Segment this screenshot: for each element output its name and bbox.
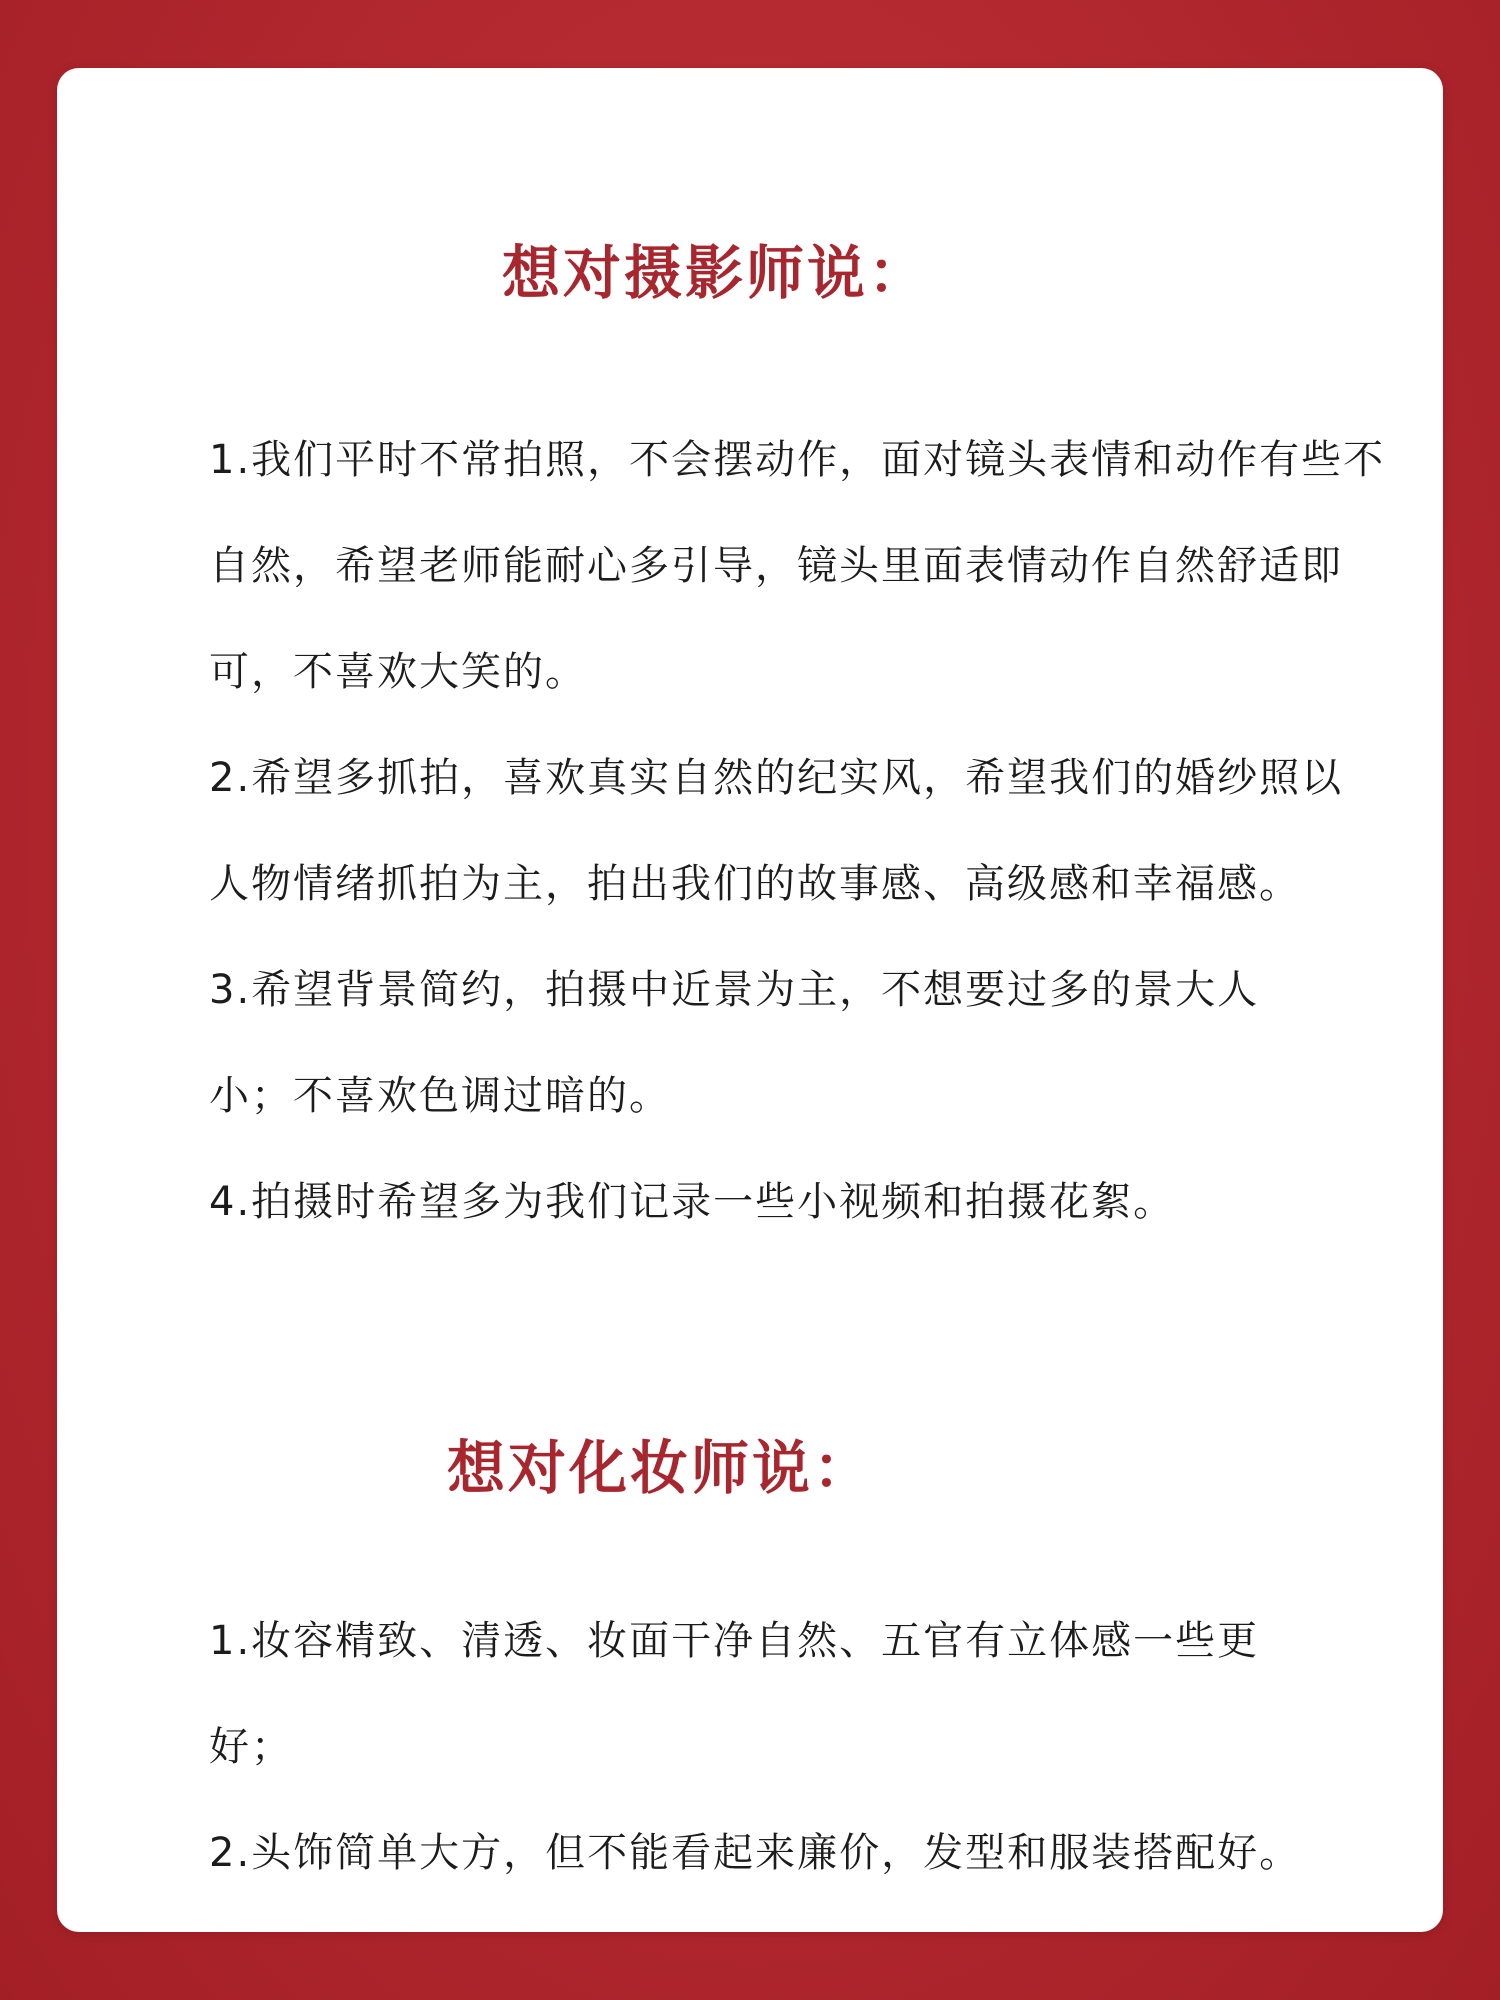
makeup-artist-section-heading: 想对化妆师说： (447, 1434, 875, 1502)
makeup-request-item: 1.妆容精致、清透、妆面干净自然、五官有立体感一些更好； (209, 1618, 1260, 1770)
photographer-section-heading: 想对摄影师说： (502, 239, 930, 307)
photographer-request-list (209, 407, 1409, 1255)
photographer-request-item: 4.拍摄时希望多为我们记录一些小视频和拍摄花絮。 (209, 1179, 1176, 1225)
photographer-request-item: 3.希望背景简约，拍摄中近景为主，不想要过多的景大人小；不喜欢色调过暗的。 (209, 967, 1260, 1119)
photographer-request-item: 2.希望多抓拍，喜欢真实自然的纪实风，希望我们的婚纱照以人物情绪抓拍为主，拍出我们的故事感、高级感和幸福感。 (209, 755, 1344, 907)
photographer-request-item: 1.我们平时不常拍照，不会摆动作，面对镜头表情和动作有些不自然，希望老师能耐心多引导，镜头里面表情动作自然舒适即可，不喜欢大笑的。 (209, 437, 1386, 695)
makeup-request-list (209, 1588, 1409, 1906)
makeup-request-item: 2.头饰简单大方，但不能看起来廉价，发型和服装搭配好。 (209, 1830, 1302, 1876)
content-card (57, 68, 1443, 1932)
